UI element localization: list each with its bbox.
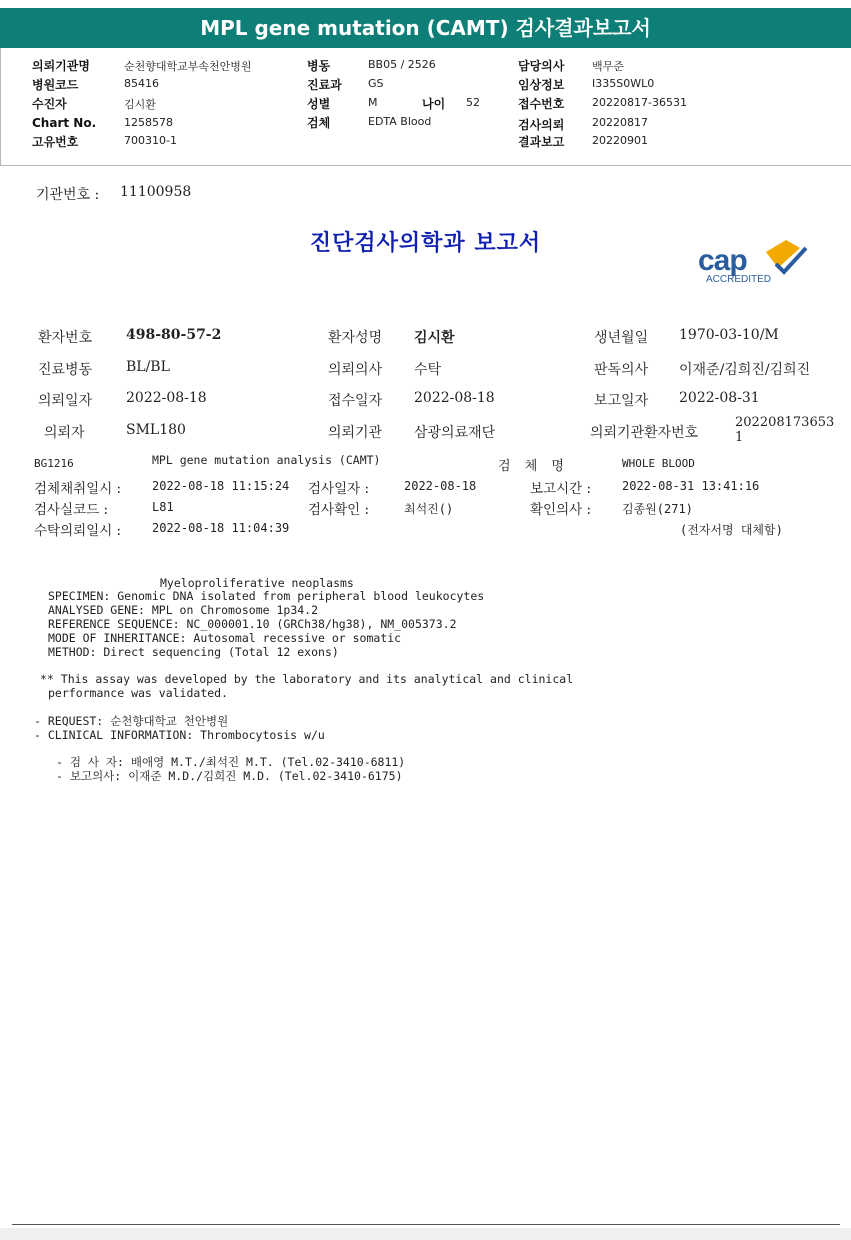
header-value-age: 52	[466, 96, 480, 109]
header-label-hospital-code: 병원코드	[32, 78, 79, 92]
patient-label-report-date: 보고일자	[594, 393, 649, 409]
header-label-request-date: 검사의뢰	[518, 118, 565, 132]
footer-bar	[0, 1228, 851, 1240]
header-label-institution: 의뢰기관명	[32, 59, 90, 73]
header-label-receipt-no: 접수번호	[518, 97, 565, 111]
header-label-patient: 수진자	[32, 97, 67, 111]
body-line-specimen: SPECIMEN: Genomic DNA isolated from peripheral blood leukocytes	[48, 589, 485, 603]
patient-label-reader: 판독의사	[594, 362, 649, 378]
patient-value-report-date: 2022-08-31	[679, 390, 760, 406]
body-tester: - 검 사 자: 배애영 M.T./최석진 M.T. (Tel.02-3410-6811)	[56, 755, 406, 769]
institution-value: 11100958	[120, 184, 192, 200]
patient-value-ref-patient-no-cont: 1	[735, 430, 744, 445]
test-name: MPL gene mutation analysis (CAMT)	[152, 453, 381, 467]
patient-value-requester: SML180	[126, 422, 186, 438]
header-value-receipt-no: 20220817-36531	[592, 96, 687, 109]
lab-code-value: L81	[152, 500, 174, 514]
header-value-patient: 김시환	[124, 98, 156, 111]
body-reporter: - 보고의사: 이재준 M.D./김희진 M.D. (Tel.02-3410-6175)	[56, 769, 403, 783]
patient-label-receipt-date: 접수일자	[328, 393, 383, 409]
collect-label: 검체채취일시 :	[34, 481, 122, 497]
footer-divider	[12, 1224, 840, 1225]
confirm-value: 최석진()	[404, 502, 454, 516]
confirm-label: 검사확인 :	[308, 502, 370, 518]
header-value-chart-no: 1258578	[124, 116, 173, 129]
patient-label-requester: 의뢰자	[44, 425, 85, 441]
reporttime-label: 보고시간 :	[530, 481, 592, 497]
header-value-institution: 순천향대학교부속천안병원	[124, 60, 252, 73]
header-value-hospital-code: 85416	[124, 77, 159, 90]
patient-label-name: 환자성명	[328, 330, 383, 346]
confirm-doctor-value: 김종원(271)	[622, 502, 693, 516]
body-heading: Myeloproliferative neoplasms	[160, 576, 354, 590]
consign-value: 2022-08-18 11:04:39	[152, 521, 290, 535]
patient-label-ward: 진료병동	[38, 362, 93, 378]
cap-logo-sub: ACCREDITED	[706, 274, 772, 285]
patient-value-id: 498-80-57-2	[126, 327, 222, 343]
signature-note: (전자서명 대체함)	[680, 523, 783, 537]
collect-value: 2022-08-18 11:15:24	[152, 479, 290, 493]
patient-value-ref-patient-no: 202208173653	[735, 415, 835, 430]
patient-label-birth: 생년월일	[594, 330, 649, 346]
patient-value-reader: 이재준/김희진/김희진	[679, 362, 811, 378]
report-title: 진단검사의학과 보고서	[309, 231, 542, 256]
body-request: - REQUEST: 순천향대학교 천안병원	[34, 714, 229, 728]
header-value-doctor: 백무준	[592, 60, 624, 73]
header-label-result-date: 결과보고	[518, 135, 565, 149]
patient-label-id: 환자번호	[38, 330, 93, 346]
header-label-doctor: 담당의사	[518, 59, 565, 73]
header-label-unique-no: 고유번호	[32, 135, 79, 149]
patient-value-request-date: 2022-08-18	[126, 390, 207, 406]
testdate-value: 2022-08-18	[404, 479, 477, 493]
test-code: BG1216	[34, 457, 74, 470]
patient-value-receipt-date: 2022-08-18	[414, 390, 495, 406]
test-specimen-label: 검 체 명	[498, 459, 569, 474]
test-specimen-value: WHOLE BLOOD	[622, 457, 695, 470]
header-label-specimen: 검체	[307, 116, 331, 130]
header-value-unique-no: 700310-1	[124, 134, 177, 147]
consign-label: 수탁의뢰일시 :	[34, 523, 122, 539]
testdate-label: 검사일자 :	[308, 481, 370, 497]
cap-logo-triangle-icon	[766, 240, 800, 268]
header-label-sex: 성별	[307, 97, 331, 111]
reporttime-value: 2022-08-31 13:41:16	[622, 479, 760, 493]
patient-value-name: 김시환	[414, 330, 455, 346]
header-value-specimen: EDTA Blood	[368, 115, 432, 128]
header-value-sex: M	[368, 96, 378, 109]
body-clinical: - CLINICAL INFORMATION: Thrombocytosis w/u	[34, 728, 325, 742]
header-value-department: GS	[368, 77, 384, 90]
patient-value-ref-doctor: 수탁	[414, 362, 442, 378]
title-bar	[0, 8, 851, 48]
patient-label-ref-doctor: 의뢰의사	[328, 362, 383, 378]
header-value-clinical-info: I335S0WL0	[592, 77, 655, 90]
body-note-line2: performance was validated.	[48, 686, 229, 700]
patient-label-request-date: 의뢰일자	[38, 393, 93, 409]
header-label-age: 나이	[422, 97, 446, 111]
body-line-gene: ANALYSED GENE: MPL on Chromosome 1p34.2	[48, 603, 319, 617]
patient-value-ward: BL/BL	[126, 359, 170, 375]
patient-label-ref-institution: 의뢰기관	[328, 425, 383, 441]
cap-accredited-logo	[694, 234, 814, 292]
body-note-line1: ** This assay was developed by the laboratory and its analytical and clinical	[40, 672, 574, 686]
header-value-ward: BB05 / 2526	[368, 58, 436, 71]
header-value-request-date: 20220817	[592, 116, 648, 129]
cap-logo-text: cap	[698, 244, 747, 277]
header-value-result-date: 20220901	[592, 134, 648, 147]
report-header-title: MPL gene mutation (CAMT) 검사결과보고서	[200, 16, 651, 40]
body-line-method: METHOD: Direct sequencing (Total 12 exons)	[48, 645, 339, 659]
header-label-department: 진료과	[307, 78, 342, 92]
institution-label: 기관번호 :	[36, 187, 100, 203]
body-line-reference: REFERENCE SEQUENCE: NC_000001.10 (GRCh38/hg38), NM_005373.2	[48, 617, 457, 631]
confirm-doctor-label: 확인의사 :	[530, 502, 592, 518]
patient-label-ref-patient-no: 의뢰기관환자번호	[590, 425, 699, 441]
lab-code-label: 검사실코드 :	[34, 502, 109, 518]
header-label-chart-no: Chart No.	[32, 116, 97, 130]
patient-value-ref-institution: 삼광의료재단	[414, 425, 496, 441]
body-line-inheritance: MODE OF INHERITANCE: Autosomal recessive or somatic	[48, 631, 402, 645]
header-label-ward: 병동	[307, 59, 331, 73]
patient-value-birth: 1970-03-10/M	[679, 327, 779, 343]
header-label-clinical-info: 임상정보	[518, 78, 565, 92]
